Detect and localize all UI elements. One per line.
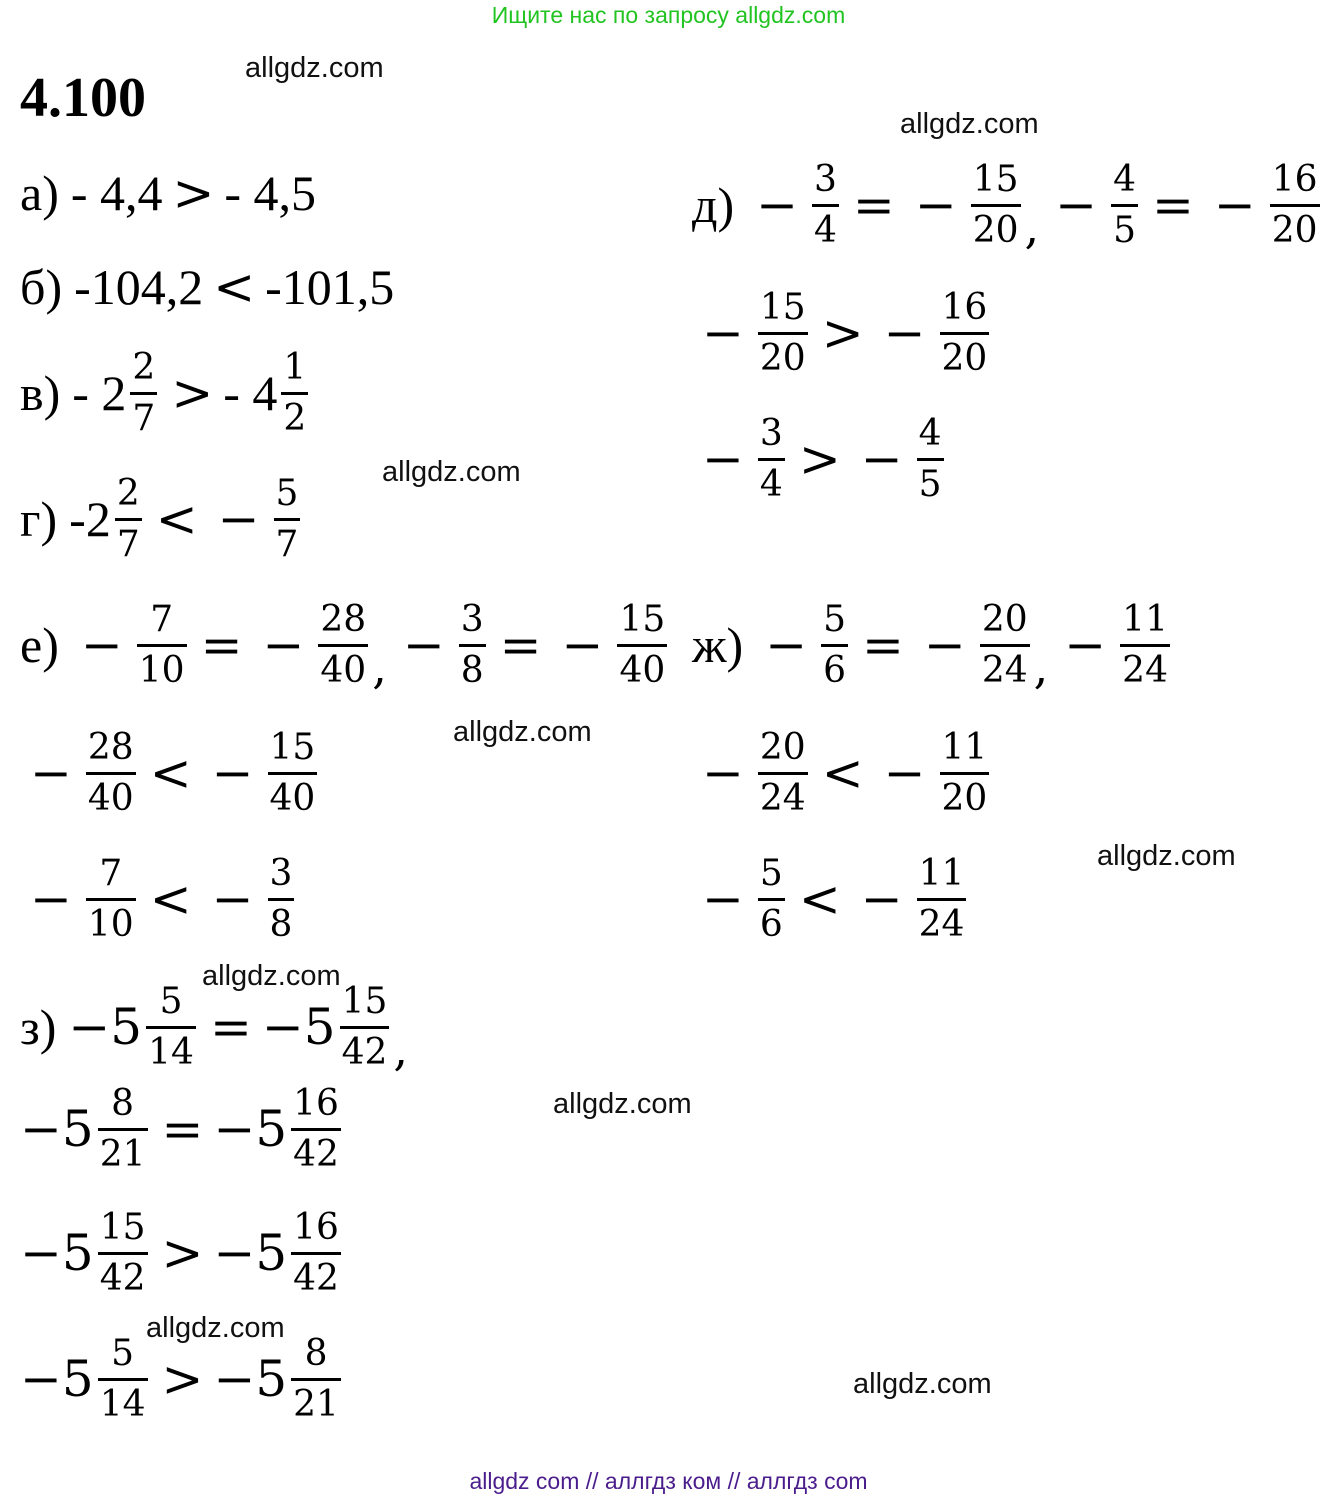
numerator: 8 <box>111 1083 135 1124</box>
denominator: 24 <box>981 649 1028 691</box>
fraction <box>1111 160 1138 250</box>
operator: > <box>161 1350 204 1409</box>
operator: − <box>1055 176 1098 235</box>
operator: − <box>1064 616 1107 675</box>
denominator: 24 <box>918 903 965 945</box>
fraction <box>291 1208 341 1298</box>
operator: > <box>821 304 864 363</box>
numerator: 3 <box>460 599 484 640</box>
numerator: 5 <box>823 599 847 640</box>
numerator: 11 <box>941 727 988 768</box>
numerator: 20 <box>759 727 806 768</box>
numerator: 11 <box>1122 599 1168 640</box>
watermark: allgdz.com <box>1097 840 1236 872</box>
numerator: 5 <box>159 981 183 1022</box>
fraction-bar <box>940 332 990 335</box>
denominator: 10 <box>87 903 134 945</box>
fraction-bar <box>268 898 295 901</box>
item-z-row4 <box>20 1334 345 1424</box>
denominator: 10 <box>138 649 185 691</box>
watermark: allgdz.com <box>553 1088 692 1120</box>
fraction <box>917 854 967 944</box>
numerator: 15 <box>99 1207 146 1248</box>
item-g <box>20 474 304 564</box>
numerator: 3 <box>814 159 837 200</box>
fraction-bar <box>917 898 967 901</box>
numerator: 15 <box>341 981 388 1022</box>
fraction-bar <box>291 1252 341 1255</box>
whole-part: - 4 <box>223 365 278 422</box>
denominator: 42 <box>99 1257 146 1299</box>
operator: < <box>798 870 841 929</box>
watermark: allgdz.com <box>382 456 521 488</box>
numerator: 16 <box>941 287 988 328</box>
watermark: allgdz.com <box>900 108 1039 140</box>
fraction-bar <box>971 204 1021 207</box>
whole-part: −5 <box>20 1224 94 1283</box>
fraction-bar <box>758 332 808 335</box>
fraction-bar <box>146 1026 196 1029</box>
op-lt: < <box>155 490 198 549</box>
numerator: 2 <box>116 473 140 514</box>
item-z-row2 <box>20 1084 345 1174</box>
operator: − <box>883 744 926 803</box>
numerator: 15 <box>759 287 806 328</box>
value: - 4,4 <box>70 165 163 221</box>
whole-part: −5 <box>213 1100 288 1159</box>
fraction <box>137 600 187 690</box>
operator: − <box>923 616 966 675</box>
denominator: 40 <box>320 649 367 691</box>
operator: − <box>262 616 305 675</box>
denominator: 20 <box>941 337 988 379</box>
operator: = <box>209 998 252 1057</box>
denominator: 2 <box>283 397 307 439</box>
item-z-row3 <box>20 1208 345 1298</box>
fraction-bar <box>758 458 785 461</box>
operator: − <box>702 744 744 803</box>
operator: = <box>852 176 895 235</box>
fraction-bar <box>137 644 187 647</box>
denominator: 7 <box>116 523 140 565</box>
item-b <box>20 258 395 316</box>
footer-links: allgdz com // аллгдз ком // аллгдз com <box>469 1468 868 1494</box>
fraction <box>98 1084 148 1174</box>
watermark: allgdz.com <box>202 960 341 992</box>
numerator: 1 <box>283 347 307 388</box>
fraction <box>917 414 944 504</box>
whole-part: - 2 <box>72 365 127 422</box>
item-label: г) <box>20 491 58 548</box>
fraction-bar <box>291 1128 341 1131</box>
fraction <box>86 728 136 818</box>
op-gt: > <box>172 164 215 222</box>
numerator: 15 <box>972 159 1019 200</box>
fraction <box>340 982 390 1072</box>
fraction <box>98 1208 148 1298</box>
fraction-bar <box>940 772 990 775</box>
fraction-bar <box>115 518 142 521</box>
item-e-row3 <box>20 854 298 944</box>
numerator: 3 <box>269 853 293 894</box>
fraction <box>115 474 142 564</box>
op-minus: − <box>217 490 260 549</box>
numerator: 2 <box>132 347 156 388</box>
search-banner: Ищите нас по запросу allgdz.com <box>491 2 846 28</box>
numerator: 28 <box>320 599 367 640</box>
fraction-bar <box>459 644 486 647</box>
numerator: 16 <box>293 1083 339 1124</box>
fraction <box>980 600 1030 690</box>
fraction <box>821 600 848 690</box>
denominator: 42 <box>293 1257 339 1299</box>
denominator: 6 <box>823 649 847 691</box>
item-zh-row2 <box>692 728 993 818</box>
fraction <box>617 600 667 690</box>
item-v <box>20 348 312 438</box>
item-label: а) <box>20 165 59 221</box>
watermark: allgdz.com <box>853 1368 992 1400</box>
fraction-bar <box>758 772 808 775</box>
whole-part: −5 <box>213 1224 288 1283</box>
operator: − <box>211 870 254 929</box>
operator: − <box>702 304 744 363</box>
denominator: 24 <box>759 777 806 819</box>
op-lt: < <box>213 258 256 316</box>
numerator: 20 <box>981 599 1028 640</box>
numerator: 15 <box>269 727 316 768</box>
operator: − <box>883 304 926 363</box>
denominator: 21 <box>293 1383 339 1425</box>
numerator: 4 <box>918 413 942 454</box>
numerator: 7 <box>150 599 174 640</box>
denominator: 7 <box>275 523 299 565</box>
operator: − <box>860 870 903 929</box>
whole-part: −5 <box>20 1350 94 1409</box>
operator: < <box>821 744 864 803</box>
numerator: 16 <box>1271 159 1318 200</box>
watermark: allgdz.com <box>245 52 384 84</box>
operator: − <box>702 430 744 489</box>
item-e-row1 <box>20 599 671 695</box>
fraction-bar <box>98 1378 148 1381</box>
denominator: 20 <box>972 209 1019 251</box>
fraction-bar <box>758 898 785 901</box>
fraction-bar <box>980 644 1030 647</box>
fraction <box>146 982 196 1072</box>
numerator: 7 <box>99 853 123 894</box>
operator: < <box>149 744 192 803</box>
operator: − <box>211 744 254 803</box>
comma: , <box>1033 640 1049 695</box>
fraction-bar <box>274 518 301 521</box>
fraction <box>758 728 808 818</box>
numerator: 16 <box>293 1207 339 1248</box>
numerator: 5 <box>111 1333 135 1374</box>
numerator: 8 <box>304 1333 328 1374</box>
fraction-bar <box>291 1378 341 1381</box>
fraction <box>291 1334 341 1424</box>
numerator: 28 <box>87 727 134 768</box>
denominator: 20 <box>941 777 988 819</box>
whole-part: −5 <box>20 1100 94 1159</box>
whole-part: -2 <box>69 491 111 548</box>
numerator: 11 <box>918 853 965 894</box>
operator: < <box>149 870 192 929</box>
denominator: 40 <box>619 649 666 691</box>
fraction-bar <box>917 458 944 461</box>
denominator: 40 <box>269 777 316 819</box>
denominator: 7 <box>132 397 156 439</box>
whole-part: −5 <box>68 998 143 1057</box>
item-d-row3 <box>692 414 948 504</box>
fraction <box>459 600 486 690</box>
fraction <box>940 288 990 378</box>
fraction-bar <box>1120 644 1170 647</box>
fraction <box>274 474 301 564</box>
denominator: 14 <box>99 1383 146 1425</box>
fraction-bar <box>1270 204 1320 207</box>
numerator: 5 <box>759 853 783 894</box>
item-z-row1 <box>20 981 414 1077</box>
numerator: 3 <box>759 413 783 454</box>
fraction-bar <box>340 1026 390 1029</box>
operator: = <box>499 616 542 675</box>
fraction <box>1120 600 1170 690</box>
whole-part: −5 <box>261 998 336 1057</box>
denominator: 24 <box>1122 649 1168 691</box>
fraction <box>940 728 990 818</box>
denominator: 4 <box>814 209 837 251</box>
fraction-bar <box>86 898 136 901</box>
denominator: 8 <box>460 649 484 691</box>
operator: − <box>1213 176 1256 235</box>
operator: − <box>860 430 903 489</box>
denominator: 4 <box>759 463 783 505</box>
denominator: 42 <box>293 1133 339 1175</box>
fraction <box>318 600 368 690</box>
numerator: 5 <box>275 473 299 514</box>
fraction <box>812 160 839 250</box>
denominator: 8 <box>269 903 293 945</box>
denominator: 20 <box>1271 209 1318 251</box>
value: -104,2 <box>74 259 204 315</box>
denominator: 21 <box>99 1133 146 1175</box>
fraction <box>971 160 1021 250</box>
item-a <box>20 164 317 222</box>
item-e-row2 <box>20 728 321 818</box>
operator: − <box>30 744 72 803</box>
operator: − <box>80 616 123 675</box>
fraction-bar <box>812 204 839 207</box>
operator: = <box>862 616 904 675</box>
item-d-row2 <box>692 288 993 378</box>
fraction <box>98 1334 148 1424</box>
denominator: 40 <box>87 777 134 819</box>
fraction-bar <box>130 392 157 395</box>
item-zh-row1 <box>692 599 1174 695</box>
exercise-number: 4.100 <box>20 67 146 129</box>
watermark: allgdz.com <box>146 1312 285 1344</box>
comma: , <box>372 640 387 695</box>
operator: − <box>702 870 744 929</box>
operator: − <box>402 616 445 675</box>
fraction-bar <box>1111 204 1138 207</box>
fraction-bar <box>86 772 136 775</box>
item-label: е) <box>20 617 59 674</box>
operator: − <box>30 870 72 929</box>
operator: > <box>798 430 841 489</box>
item-label: б) <box>20 259 63 315</box>
fraction-bar <box>98 1252 148 1255</box>
numerator: 15 <box>619 599 666 640</box>
denominator: 5 <box>1113 209 1136 251</box>
op-gt: > <box>171 364 214 423</box>
fraction <box>291 1084 341 1174</box>
fraction-bar <box>617 644 667 647</box>
fraction <box>130 348 157 438</box>
fraction <box>758 288 808 378</box>
fraction <box>1270 160 1320 250</box>
numerator: 4 <box>1113 159 1136 200</box>
fraction <box>281 348 308 438</box>
operator: − <box>765 616 808 675</box>
fraction <box>758 414 785 504</box>
operator: = <box>1151 176 1194 235</box>
item-label: в) <box>20 365 61 422</box>
denominator: 42 <box>341 1031 388 1073</box>
item-label: д) <box>692 177 735 234</box>
fraction-bar <box>821 644 848 647</box>
value: - 4,5 <box>224 165 317 221</box>
value: -101,5 <box>265 259 395 315</box>
denominator: 14 <box>148 1031 194 1073</box>
fraction <box>268 728 318 818</box>
fraction <box>758 854 785 944</box>
item-d-row1 <box>692 159 1324 255</box>
item-label: з) <box>20 999 57 1056</box>
whole-part: −5 <box>213 1350 288 1409</box>
item-zh-row3 <box>692 854 970 944</box>
denominator: 20 <box>759 337 806 379</box>
comma: , <box>1024 200 1040 255</box>
denominator: 6 <box>759 903 783 945</box>
operator: > <box>161 1224 204 1283</box>
operator: − <box>914 176 957 235</box>
watermark: allgdz.com <box>453 716 592 748</box>
fraction-bar <box>318 644 368 647</box>
fraction <box>268 854 295 944</box>
operator: − <box>756 176 798 235</box>
denominator: 5 <box>918 463 942 505</box>
fraction-bar <box>268 772 318 775</box>
comma: , <box>393 1022 408 1077</box>
fraction-bar <box>281 392 308 395</box>
fraction-bar <box>98 1128 148 1131</box>
item-label: ж) <box>692 617 744 674</box>
operator: − <box>561 616 604 675</box>
operator: = <box>161 1100 204 1159</box>
operator: = <box>200 616 243 675</box>
fraction <box>86 854 136 944</box>
